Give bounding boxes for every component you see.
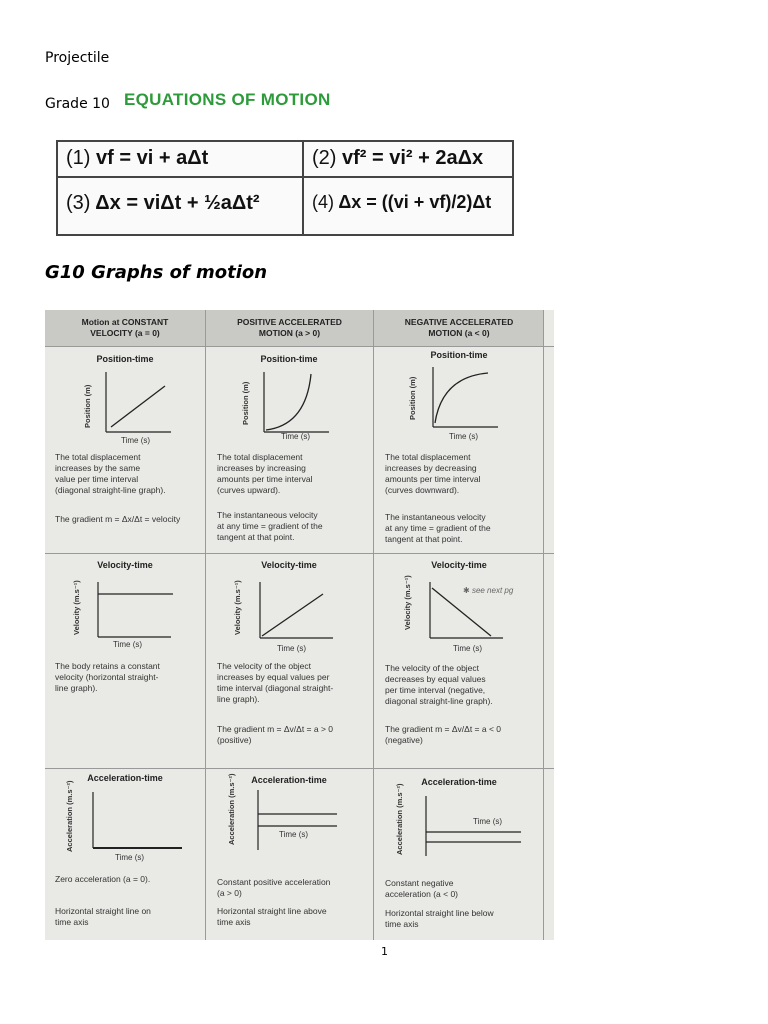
position-curve-upward bbox=[266, 374, 311, 430]
x-axis-label: Time (s) bbox=[277, 644, 307, 653]
table-divider-horizontal bbox=[58, 176, 512, 178]
gradient-note-negative: The instantaneous velocity at any time = gradient of the tangent at that point. bbox=[385, 512, 491, 544]
graph-title-position-time: Position-time bbox=[96, 354, 154, 364]
x-axis-label: Time (s) bbox=[115, 853, 145, 862]
y-axis-label: Position (m) bbox=[83, 384, 92, 428]
graph-title-acceleration-time: Acceleration-time bbox=[421, 777, 497, 787]
y-axis-label: Velocity (m.s⁻¹) bbox=[233, 580, 242, 635]
description-positive-acceleration: Constant positive acceleration (a > 0) bbox=[217, 877, 331, 898]
y-axis-label: Position (m) bbox=[241, 381, 250, 425]
column-divider bbox=[205, 310, 206, 940]
column-header-negative-acceleration: NEGATIVE ACCELERATED MOTION (a < 0) bbox=[374, 310, 544, 346]
equations-title: EQUATIONS OF MOTION bbox=[124, 90, 331, 109]
see-next-page-note: ✱ see next pg bbox=[463, 586, 514, 595]
position-time-graph-positive bbox=[261, 370, 331, 435]
position-time-graph-constant bbox=[103, 370, 173, 435]
x-axis-label: Time (s) bbox=[113, 640, 143, 649]
acceleration-time-graph-positive bbox=[255, 788, 340, 852]
x-axis-label: Time (s) bbox=[453, 644, 483, 653]
y-axis-label: Position (m) bbox=[408, 376, 417, 420]
gradient-note-positive: The instantaneous velocity at any time = gradient of the tangent at that point. bbox=[217, 510, 323, 542]
y-axis-label: Acceleration (m.s⁻²) bbox=[65, 780, 74, 852]
position-time-graph-negative bbox=[430, 365, 500, 430]
description-negative-velocity: The velocity of the object decreases by equal values per time interval (negative, diagonal straight-line graph). bbox=[385, 663, 493, 706]
document-subject: Projectile bbox=[45, 50, 110, 66]
graphs-of-motion-figure bbox=[45, 310, 554, 940]
row-divider bbox=[45, 346, 554, 347]
graph-title-acceleration-time: Acceleration-time bbox=[251, 775, 327, 785]
graph-title-acceleration-time: Acceleration-time bbox=[87, 773, 163, 783]
y-axis-label: Velocity (m.s⁻¹) bbox=[403, 575, 412, 630]
equation-4: (4) Δx = ((vi + vf)/2)Δt bbox=[312, 192, 492, 212]
acceleration-time-graph-zero bbox=[90, 790, 185, 852]
description-negative-position: The total displacement increases by decreasing amounts per time interval (curves downward). bbox=[385, 452, 481, 495]
column-header-positive-acceleration: POSITIVE ACCELERATED MOTION (a > 0) bbox=[206, 310, 373, 346]
graph-title-velocity-time: Velocity-time bbox=[97, 560, 153, 570]
x-axis-label: Time (s) bbox=[121, 436, 151, 445]
line-note-zero-acceleration: Horizontal straight line on time axis bbox=[55, 906, 151, 927]
x-axis-label: Time (s) bbox=[279, 830, 309, 839]
graph-title-velocity-time: Velocity-time bbox=[261, 560, 317, 570]
line-note-negative-acceleration: Horizontal straight line below time axis bbox=[385, 908, 494, 929]
y-axis-label: Velocity (m.s⁻¹) bbox=[72, 580, 81, 635]
equations-table bbox=[56, 140, 514, 236]
velocity-line-decreasing bbox=[432, 588, 491, 636]
velocity-time-graph-positive bbox=[257, 580, 337, 642]
description-positive-position: The total displacement increases by increasing amounts per time interval (curves upward). bbox=[217, 452, 313, 495]
equation-1: (1) vf = vi + aΔt bbox=[66, 147, 209, 169]
equation-2: (2) vf² = vi² + 2aΔx bbox=[312, 147, 484, 169]
row-divider bbox=[45, 768, 554, 769]
gradient-note-negative-velocity: The gradient m = Δv/Δt = a < 0 (negative) bbox=[385, 724, 502, 745]
y-axis-label: Acceleration (m.s⁻²) bbox=[227, 773, 236, 845]
page-number: 1 bbox=[381, 945, 388, 958]
velocity-time-graph-constant bbox=[95, 580, 175, 640]
table-divider-vertical bbox=[302, 142, 304, 234]
description-negative-acceleration: Constant negative acceleration (a < 0) bbox=[385, 878, 458, 899]
gradient-note-positive-velocity: The gradient m = Δv/Δt = a > 0 (positive) bbox=[217, 724, 334, 745]
graph-title-velocity-time: Velocity-time bbox=[431, 560, 487, 570]
graph-title-position-time: Position-time bbox=[260, 354, 318, 364]
description-constant-position: The total displacement increases by the same value per time interval (diagonal straight-line graph). bbox=[55, 452, 166, 495]
graphs-heading: G10 Graphs of motion bbox=[45, 262, 268, 283]
x-axis-label: Time (s) bbox=[449, 432, 479, 441]
column-divider bbox=[543, 310, 544, 940]
column-header-constant-velocity: Motion at CONSTANT VELOCITY (a = 0) bbox=[45, 310, 205, 346]
x-axis-label: Time (s) bbox=[473, 817, 503, 826]
description-positive-velocity: The velocity of the object increases by equal values per time interval (diagonal straight- line graph). bbox=[217, 661, 334, 704]
equation-3: (3) Δx = viΔt + ½aΔt² bbox=[66, 192, 260, 214]
velocity-time-graph-negative bbox=[427, 580, 507, 642]
y-axis-label: Acceleration (m.s⁻²) bbox=[395, 783, 404, 855]
x-axis-label: Time (s) bbox=[281, 432, 311, 441]
column-divider bbox=[373, 310, 374, 940]
position-curve-downward bbox=[435, 373, 488, 423]
line-note-positive-acceleration: Horizontal straight line above time axis bbox=[217, 906, 327, 927]
grade-label: Grade 10 bbox=[45, 96, 110, 112]
position-line bbox=[111, 386, 165, 427]
row-divider bbox=[45, 553, 554, 554]
gradient-note-constant: The gradient m = Δx/Δt = velocity bbox=[55, 514, 181, 524]
graph-title-position-time: Position-time bbox=[430, 350, 488, 360]
description-zero-acceleration: Zero acceleration (a = 0). bbox=[55, 874, 151, 884]
velocity-line-increasing bbox=[262, 594, 323, 636]
acceleration-time-graph-negative bbox=[423, 794, 523, 858]
description-constant-velocity: The body retains a constant velocity (horizontal straight- line graph). bbox=[55, 661, 160, 693]
